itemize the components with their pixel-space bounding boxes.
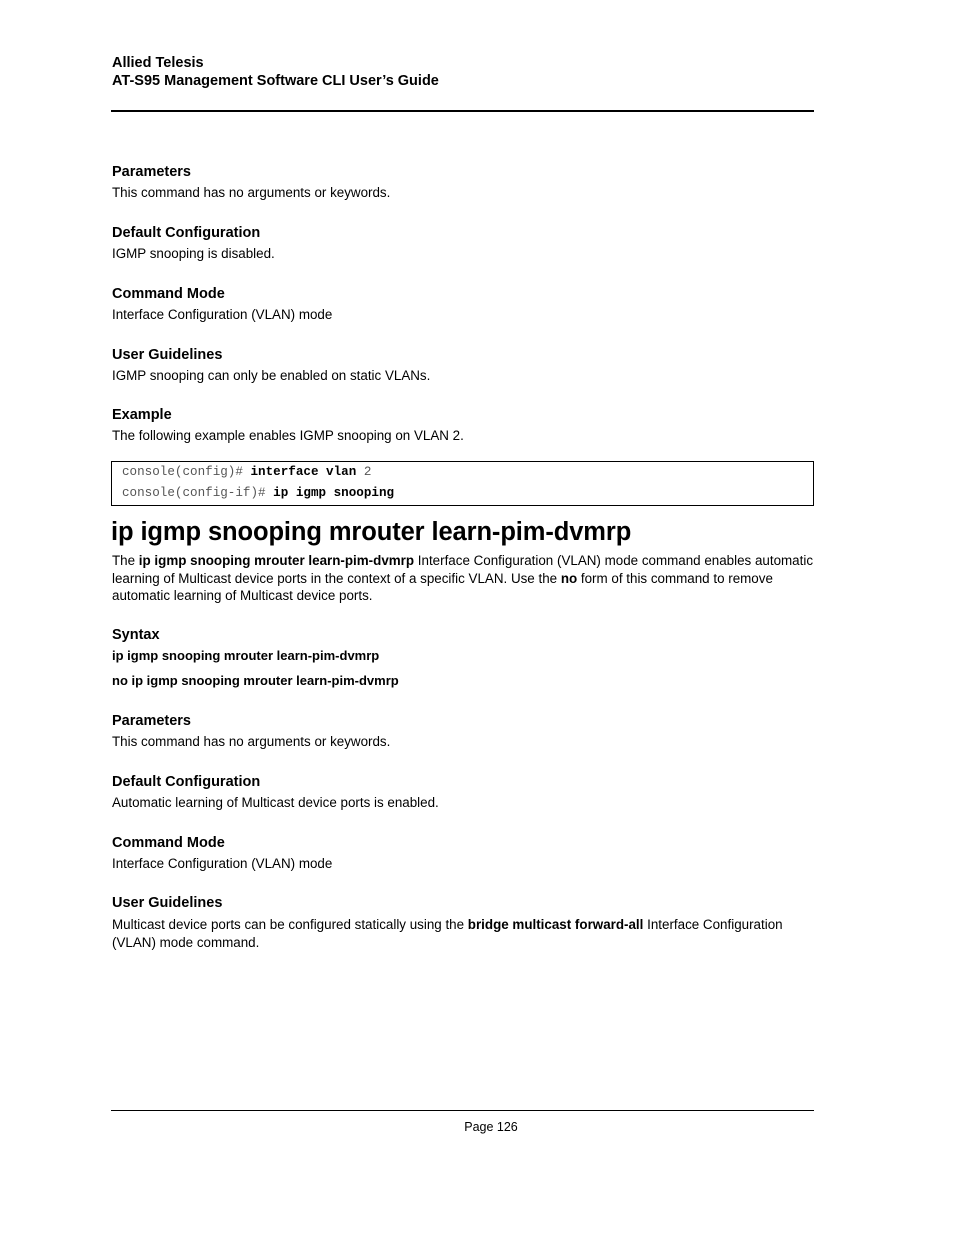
page-number: Page 126 <box>464 1120 518 1134</box>
example-heading: Example <box>112 407 172 423</box>
default-config-heading-2: Default Configuration <box>112 774 261 790</box>
command-mode-text-2: Interface Configuration (VLAN) mode <box>112 856 333 871</box>
code-line <box>122 486 394 500</box>
code-command: ip igmp snooping <box>273 486 395 500</box>
user-guidelines-heading: User Guidelines <box>112 347 223 363</box>
code-argument: 2 <box>356 465 372 479</box>
user-guidelines-text-2: Multicast device ports can be configured statically using the bridge multicast forward-all Interface Configuration (VLAN) mode command. <box>112 917 783 950</box>
header-guide-title: AT-S95 Management Software CLI User’s Guide <box>112 73 439 89</box>
code-line <box>122 465 371 479</box>
command-mode-heading: Command Mode <box>112 286 225 302</box>
parameters-text: This command has no arguments or keywords. <box>112 185 391 200</box>
syntax-heading: Syntax <box>112 627 160 643</box>
syntax-no-command: no ip igmp snooping mrouter learn-pim-dvmrp <box>112 673 399 688</box>
parameters-heading-2: Parameters <box>112 713 191 729</box>
code-prompt: console(config)# <box>122 465 251 479</box>
parameters-heading: Parameters <box>112 164 191 180</box>
default-config-heading: Default Configuration <box>112 225 261 241</box>
footer-rule <box>111 1110 814 1111</box>
header-rule <box>111 110 814 112</box>
intro-paragraph: The ip igmp snooping mrouter learn-pim-dvmrp Interface Configuration (VLAN) mode command enables automatic learning of Multicast device ports in the context of a specific VLAN. Use the no form of this command to remove automatic learning of Multicast device ports. <box>112 553 814 603</box>
code-example-box <box>111 461 814 506</box>
default-config-text: IGMP snooping is disabled. <box>112 246 275 261</box>
syntax-command: ip igmp snooping mrouter learn-pim-dvmrp <box>112 648 380 663</box>
code-prompt: console(config-if)# <box>122 486 274 500</box>
parameters-text-2: This command has no arguments or keywords. <box>112 734 391 749</box>
header-company: Allied Telesis <box>112 55 204 71</box>
user-guidelines-heading-2: User Guidelines <box>112 895 223 911</box>
command-mode-heading-2: Command Mode <box>112 835 225 851</box>
code-command: interface vlan <box>250 465 357 479</box>
section-title: ip igmp snooping mrouter learn-pim-dvmrp <box>111 518 632 546</box>
example-text: The following example enables IGMP snooping on VLAN 2. <box>112 428 464 443</box>
command-mode-text: Interface Configuration (VLAN) mode <box>112 307 333 322</box>
default-config-text-2: Automatic learning of Multicast device ports is enabled. <box>112 795 439 810</box>
user-guidelines-text: IGMP snooping can only be enabled on static VLANs. <box>112 368 431 383</box>
